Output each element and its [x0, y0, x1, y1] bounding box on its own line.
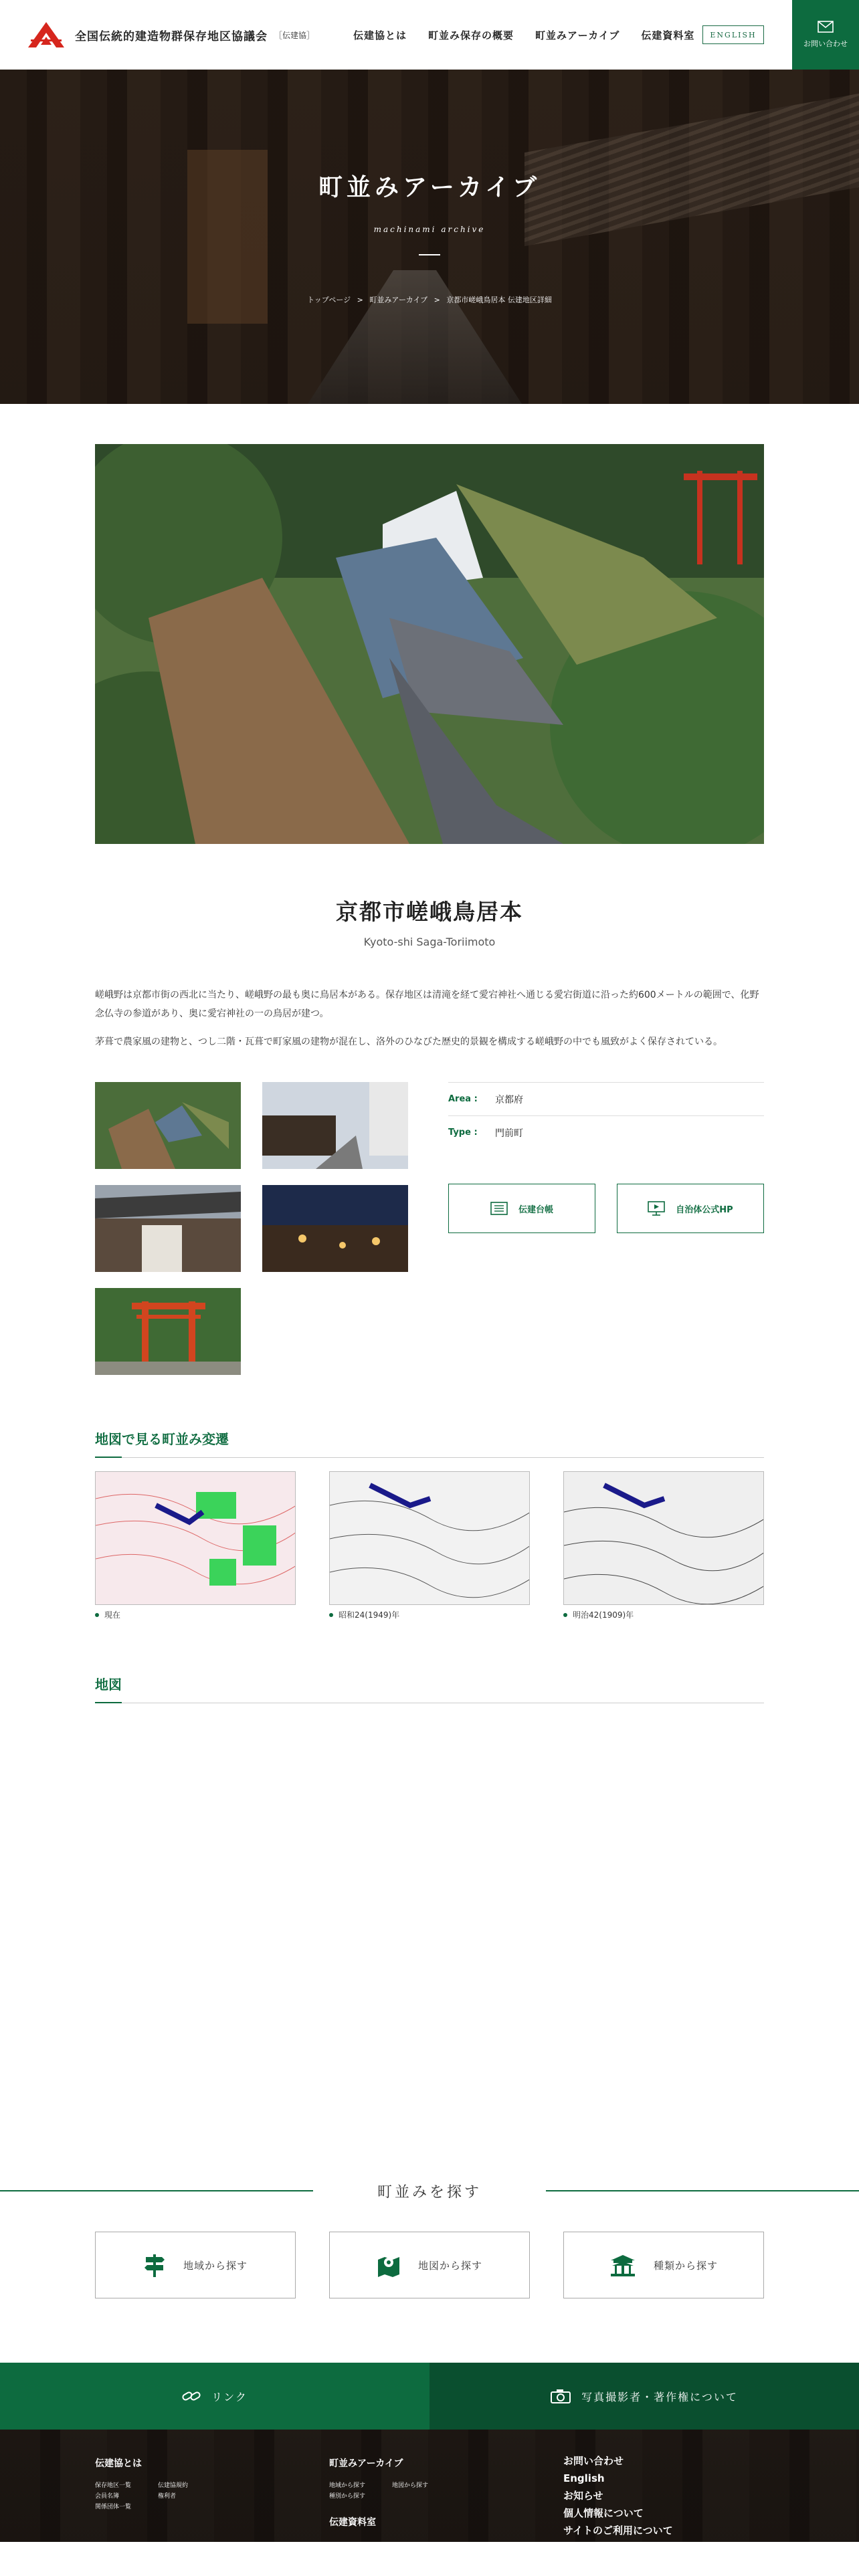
site-footer: [0, 2430, 859, 2542]
hero-bg-street: [308, 270, 522, 404]
breadcrumb-separator: >: [434, 296, 440, 304]
footer-link[interactable]: 地図から探す: [392, 2482, 429, 2489]
breadcrumb: [0, 294, 859, 305]
area-value: 京都府: [495, 1094, 523, 1105]
document-list-icon: [490, 1202, 508, 1215]
global-nav: [353, 0, 716, 70]
map-showa-image[interactable]: [329, 1471, 530, 1605]
links-label: リンク: [211, 2390, 248, 2403]
photo-copyright-button[interactable]: [430, 2363, 859, 2430]
footer-heading[interactable]: 伝建資料室: [329, 2517, 376, 2528]
official-hp-button[interactable]: [617, 1184, 764, 1233]
footer-terms-link[interactable]: サイトのご利用について: [563, 2525, 673, 2537]
search-buttons: [95, 2185, 764, 2298]
footer-link[interactable]: 伝建協規約: [158, 2482, 189, 2489]
district-main-photo: [95, 444, 764, 844]
footer-heading[interactable]: 伝建協とは: [95, 2458, 142, 2469]
mail-icon: [818, 21, 834, 33]
photo-thumbnails: [95, 1082, 411, 1375]
temple-icon: [609, 2254, 636, 2276]
map-card: [95, 1471, 296, 1620]
info-row-area: [448, 1082, 764, 1115]
footer-news-link[interactable]: お知らせ: [563, 2490, 603, 2502]
area-label: Area :: [448, 1094, 478, 1104]
footer-col-about: [95, 2456, 215, 2512]
map-caption: 昭和24(1949)年: [329, 1609, 530, 1620]
footer-col-misc: [563, 2452, 673, 2539]
map-card: [563, 1471, 764, 1620]
search-title: 町並みを探す: [377, 2184, 482, 2201]
footer-link[interactable]: 地域から探す: [329, 2482, 366, 2489]
district-roman-name: Kyoto-shi Saga-Toriimoto: [363, 936, 496, 948]
photo-copyright-label: 写真撮影者・著作権について: [581, 2390, 738, 2403]
signpost-icon: [143, 2253, 166, 2277]
village-photo-illustration: [95, 444, 764, 844]
map-caption: 現在: [95, 1609, 296, 1620]
footer-link[interactable]: 関係団体一覧: [95, 2504, 132, 2510]
footer-privacy-link[interactable]: 個人情報について: [563, 2507, 644, 2519]
links-button[interactable]: [0, 2363, 430, 2430]
embedded-map-area[interactable]: [95, 1717, 764, 2185]
camera-icon: [551, 2389, 571, 2403]
breadcrumb-separator: >: [357, 296, 363, 304]
map-pin-icon: [377, 2253, 401, 2277]
english-button[interactable]: ENGLISH: [702, 25, 764, 44]
description-paragraph: 嵯峨野は京都市街の西北に当たり、嵯峨野の最も奥に鳥居本がある。保存地区は清滝を経て愛宕神社へ通じる愛宕街道に沿った約600メートルの範囲で、化野念仏寺の参道があり、奥に愛宕神社の一の鳥居が建つ。: [95, 990, 759, 1019]
map-current-image[interactable]: [95, 1471, 296, 1605]
map-meiji-image[interactable]: [563, 1471, 764, 1605]
thumbnail-photo[interactable]: [95, 1082, 241, 1169]
nav-item-about[interactable]: 伝建協とは: [353, 29, 407, 41]
nav-item-overview[interactable]: 町並み保存の概要: [428, 29, 514, 41]
page-title: 町並みアーカイブ: [318, 173, 541, 201]
thumbnail-photo[interactable]: [95, 1288, 241, 1375]
type-label: Type :: [448, 1128, 478, 1138]
search-by-type-button[interactable]: [563, 2232, 764, 2298]
footer-heading[interactable]: 町並みアーカイブ: [329, 2458, 403, 2469]
contact-button[interactable]: [792, 0, 859, 70]
page-subtitle: machinami archive: [373, 225, 486, 234]
district-description: [95, 986, 764, 1051]
search-by-type-label: 種類から探す: [653, 2259, 718, 2272]
site-header: [0, 0, 859, 70]
thumbnail-photo[interactable]: [262, 1185, 408, 1272]
description-paragraph: 茅葺で農家風の建物と、つし二階・瓦葺で町家風の建物が混在し、洛外のひなびた歴史的景観を構成する嵯峨野の中でも風致がよく保存されている。: [95, 1037, 723, 1047]
contact-label: お問い合わせ: [803, 39, 848, 48]
map-card: [329, 1471, 530, 1620]
map-history-title: 地図で見る町並み変遷: [95, 1428, 764, 1458]
breadcrumb-home[interactable]: トップページ: [307, 296, 351, 304]
footer-col-archive: [329, 2456, 455, 2539]
footer-link[interactable]: 保存地区一覧: [95, 2482, 132, 2489]
org-short-name: ［伝建協］: [274, 30, 315, 40]
map-section-title: 地図: [95, 1674, 764, 1703]
district-name: 京都市嵯峨鳥居本: [336, 899, 523, 925]
official-hp-label: 自治体公式HP: [676, 1204, 733, 1215]
org-name: 全国伝統的建造物群保存地区協議会: [75, 29, 268, 43]
thumbnail-photo[interactable]: [95, 1185, 241, 1272]
district-detail: [95, 1082, 764, 1375]
search-section: [0, 2185, 859, 2294]
title-divider: [419, 254, 440, 255]
footer-contact-link[interactable]: お問い合わせ: [563, 2455, 624, 2467]
footer-link[interactable]: 会員名簿: [95, 2493, 120, 2500]
map-caption: 明治42(1909)年: [563, 1609, 764, 1620]
footer-link[interactable]: 権利者: [158, 2493, 177, 2500]
breadcrumb-archive[interactable]: 町並みアーカイブ: [369, 296, 428, 304]
search-by-map-label: 地図から探す: [417, 2259, 482, 2272]
hero-banner: [0, 70, 859, 404]
bottom-links: [0, 2363, 859, 2430]
daicho-label: 伝建台帳: [518, 1204, 553, 1215]
footer-link[interactable]: 種別から探す: [329, 2493, 366, 2500]
monitor-icon: [648, 1201, 665, 1216]
nav-item-library[interactable]: 伝建資料室: [641, 29, 695, 41]
type-value: 門前町: [495, 1128, 523, 1139]
info-row-type: [448, 1115, 764, 1149]
search-by-region-button[interactable]: [95, 2232, 296, 2298]
daicho-button[interactable]: [448, 1184, 595, 1233]
map-history-list: [95, 1471, 764, 1620]
district-info: [448, 1082, 764, 1375]
logo-mark-icon: [27, 21, 66, 49]
thumbnail-photo[interactable]: [262, 1082, 408, 1169]
site-logo[interactable]: [27, 21, 314, 49]
nav-item-archive[interactable]: 町並みアーカイブ: [535, 29, 620, 41]
breadcrumb-current: 京都市嵯峨鳥居本 伝建地区詳細: [446, 296, 552, 304]
info-buttons: [448, 1184, 764, 1233]
chain-link-icon: [182, 2389, 201, 2403]
search-by-map-button[interactable]: [329, 2232, 530, 2298]
search-by-region-label: 地域から探す: [183, 2259, 248, 2272]
main-content: [95, 444, 764, 2185]
footer-english-link[interactable]: English: [563, 2472, 605, 2484]
